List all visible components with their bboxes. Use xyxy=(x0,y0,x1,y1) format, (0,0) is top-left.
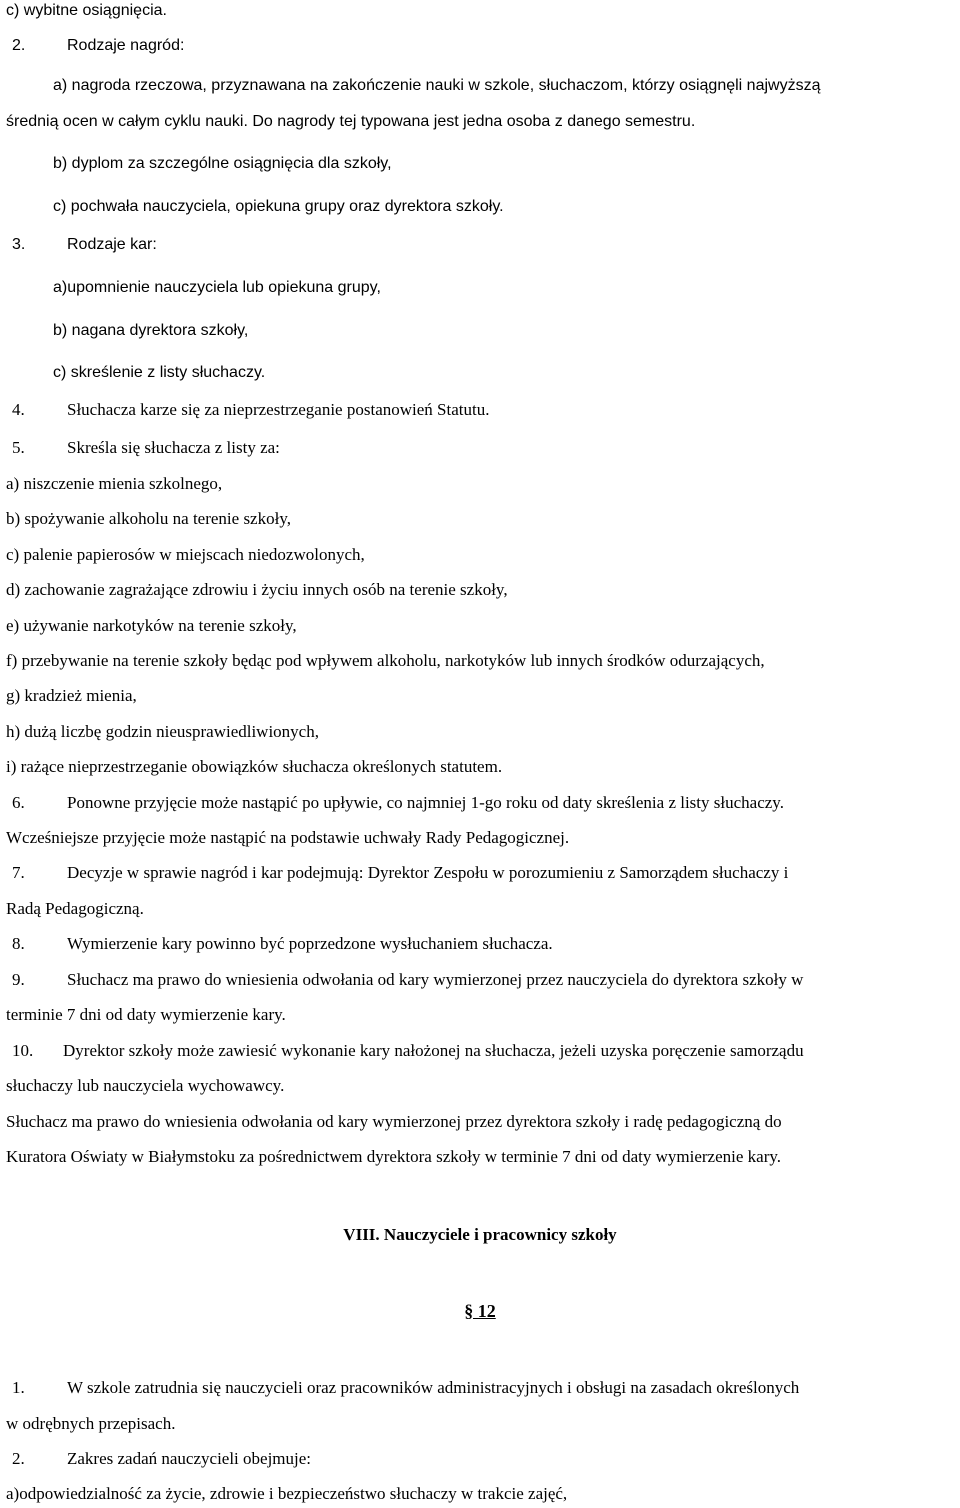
item-number: 4. xyxy=(12,400,25,419)
item-number: 10. xyxy=(12,1041,34,1060)
text-line: f) przebywanie na terenie szkoły będąc pod wpływem alkoholu, narkotyków lub innych środków odurzających, xyxy=(6,651,765,670)
item-text: Ponowne przyjęcie może nastąpić po upływie, co najmniej 1-go roku od daty skreślenia z listy słuchaczy. xyxy=(67,793,784,812)
item-number: 3. xyxy=(12,236,26,253)
item-text: Skreśla się słuchacza z listy za: xyxy=(67,438,280,457)
text-line: a) niszczenie mienia szkolnego, xyxy=(6,474,223,493)
text-line: b) nagana dyrektora szkoły, xyxy=(53,322,249,339)
item-text: Słuchacz ma prawo do wniesienia odwołania od kary wymierzonej przez nauczyciela do dyrektora szkoły w xyxy=(67,970,804,989)
item-text: Rodzaje nagród: xyxy=(67,37,185,54)
text-line: c) pochwała nauczyciela, opiekuna grupy oraz dyrektora szkoły. xyxy=(53,198,504,215)
item-number: 1. xyxy=(12,1378,25,1397)
item-text: Decyzje w sprawie nagród i kar podejmują: Dyrektor Zespołu w porozumieniu z Samorządem słuchaczy i xyxy=(67,863,789,882)
item-number: 8. xyxy=(12,934,25,953)
item-text: Zakres zadań nauczycieli obejmuje: xyxy=(67,1449,312,1468)
item-text: Dyrektor szkoły może zawiesić wykonanie kary nałożonej na słuchacza, jeżeli uzyska poręczenie samorządu xyxy=(63,1041,804,1060)
text-line: terminie 7 dni od daty wymierzenie kary. xyxy=(6,1005,286,1024)
item-text: Słuchacza karze się za nieprzestrzeganie postanowień Statutu. xyxy=(67,400,490,419)
text-line: w odrębnych przepisach. xyxy=(6,1414,176,1433)
text-line: Radą Pedagogiczną. xyxy=(6,899,144,918)
text-line: h) dużą liczbę godzin nieusprawiedliwionych, xyxy=(6,722,319,741)
item-number: 6. xyxy=(12,793,25,812)
text-line: średnią ocen w całym cyklu nauki. Do nagrody tej typowana jest jedna osoba z danego semestru. xyxy=(6,113,696,130)
text-line: c) palenie papierosów w miejscach niedozwolonych, xyxy=(6,545,365,564)
item-text: W szkole zatrudnia się nauczycieli oraz pracowników administracyjnych i obsługi na zasadach określonych xyxy=(67,1378,800,1397)
text-line: Wcześniejsze przyjęcie może nastąpić na podstawie uchwały Rady Pedagogicznej. xyxy=(6,828,570,847)
text-line: g) kradzież mienia, xyxy=(6,686,137,705)
paragraph-number-text: § 12 xyxy=(464,1301,496,1321)
text-line: e) używanie narkotyków na terenie szkoły, xyxy=(6,616,297,635)
text-line: a)upomnienie nauczyciela lub opiekuna grupy, xyxy=(53,279,381,296)
item-number: 2. xyxy=(12,1449,25,1468)
text-line: słuchaczy lub nauczyciela wychowawcy. xyxy=(6,1076,285,1095)
text-line: b) dyplom za szczególne osiągnięcia dla szkoły, xyxy=(53,155,392,172)
item-number: 2. xyxy=(12,37,26,54)
text-line: Słuchacz ma prawo do wniesienia odwołania od kary wymierzonej przez dyrektora szkoły i radę pedagogiczną do xyxy=(6,1112,782,1131)
text-line: a)odpowiedzialność za życie, zdrowie i bezpieczeństwo słuchaczy w trakcie zajęć, xyxy=(6,1484,568,1503)
paragraph-number xyxy=(0,1301,960,1322)
item-number: 7. xyxy=(12,863,25,882)
item-number: 5. xyxy=(12,438,25,457)
text-line: c) wybitne osiągnięcia. xyxy=(6,2,167,19)
text-line: c) skreślenie z listy słuchaczy. xyxy=(53,364,266,381)
text-line: a) nagroda rzeczowa, przyznawana na zakończenie nauki w szkole, słuchaczom, którzy osiągnęli najwyższą xyxy=(53,77,821,94)
item-text: Wymierzenie kary powinno być poprzedzone wysłuchaniem słuchacza. xyxy=(67,934,553,953)
item-number: 9. xyxy=(12,970,25,989)
item-text: Rodzaje kar: xyxy=(67,236,157,253)
text-line: d) zachowanie zagrażające zdrowiu i życiu innych osób na terenie szkoły, xyxy=(6,580,508,599)
section-heading: VIII. Nauczyciele i pracownicy szkoły xyxy=(343,1225,617,1244)
text-line: i) rażące nieprzestrzeganie obowiązków słuchacza określonych statutem. xyxy=(6,757,503,776)
text-line: b) spożywanie alkoholu na terenie szkoły, xyxy=(6,509,291,528)
text-line: Kuratora Oświaty w Białymstoku za pośrednictwem dyrektora szkoły w terminie 7 dni od daty wymierzenie kary. xyxy=(6,1147,782,1166)
